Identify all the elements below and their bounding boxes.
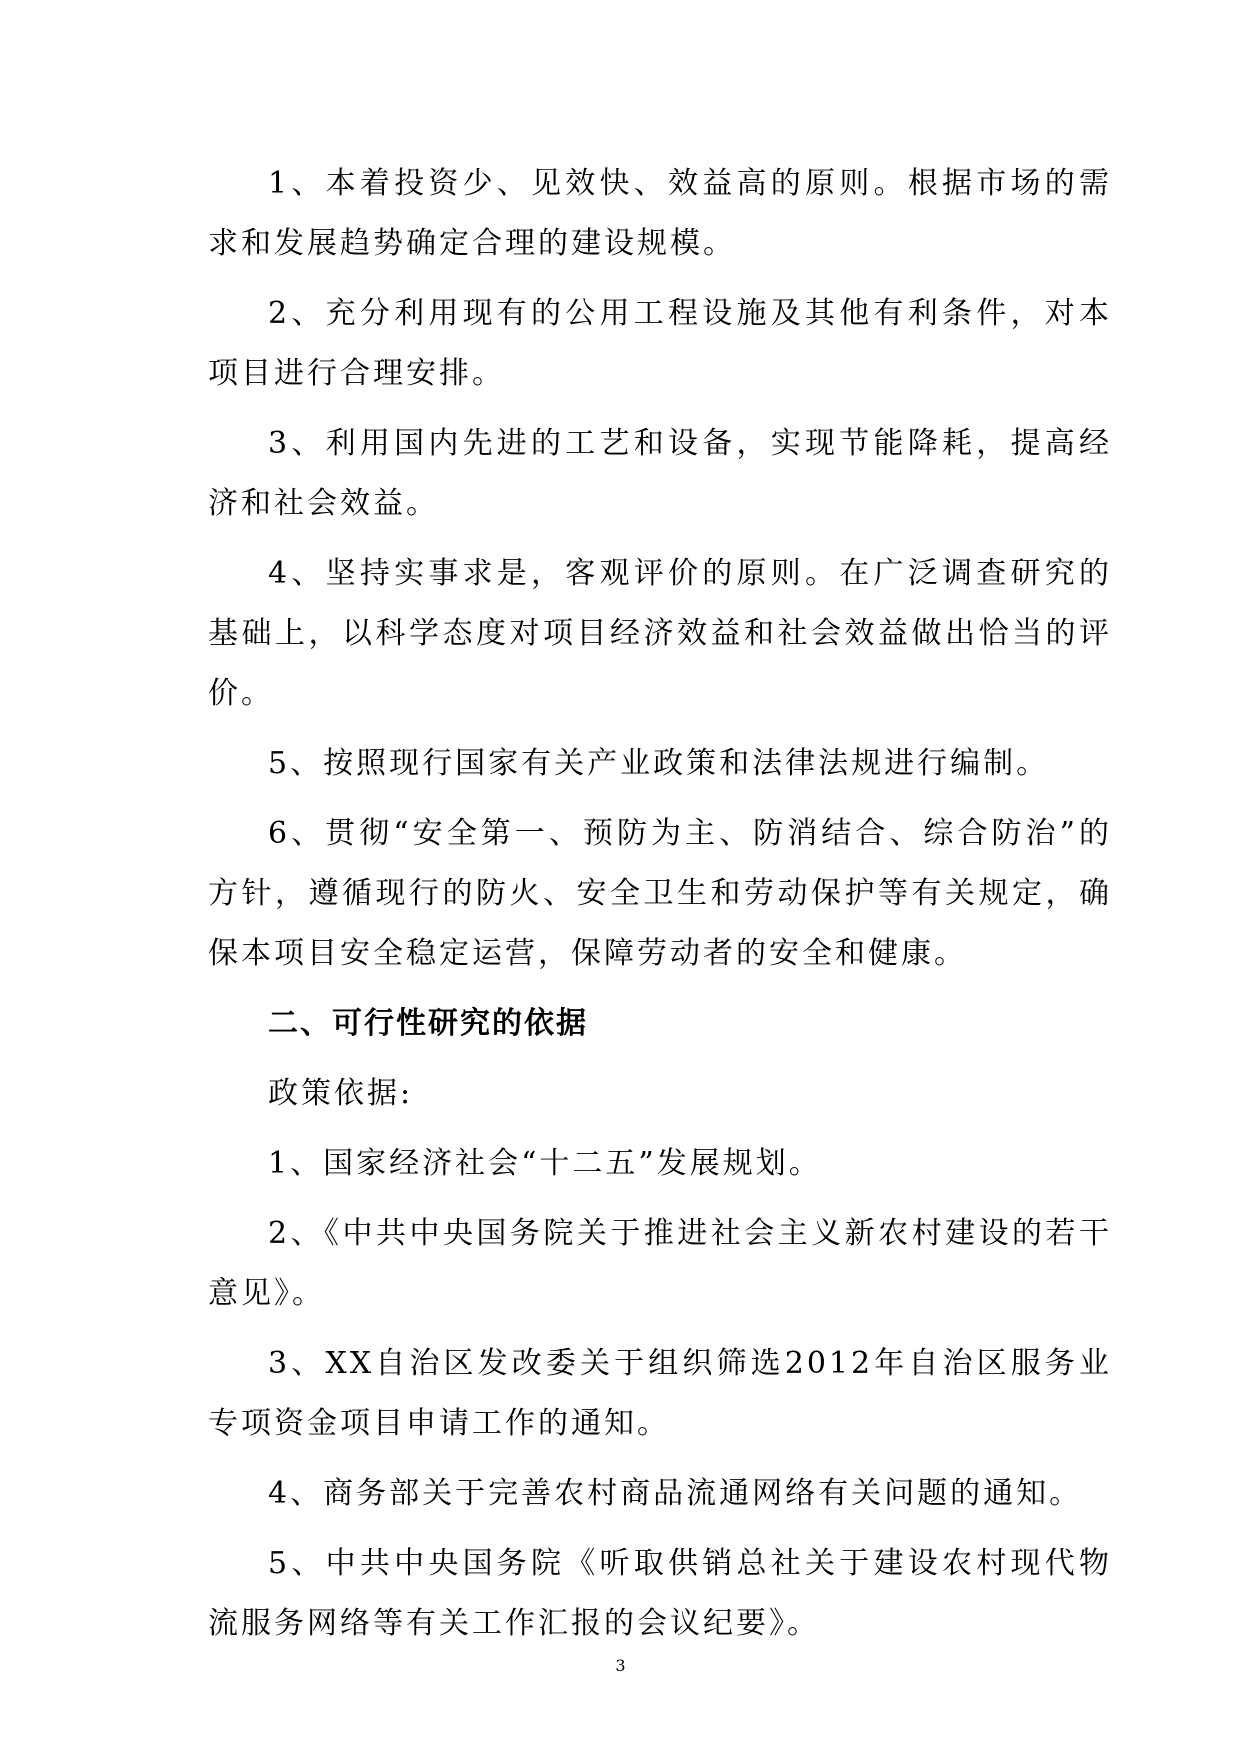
section-heading: 二、可行性研究的依据: [268, 1006, 588, 1041]
policy-label: 政策依据:: [268, 1076, 414, 1111]
policy-item-1: 1、国家经济社会“十二五”发展规划。: [268, 1146, 822, 1181]
principle-paragraph-1: 1、本着投资少、见效快、效益高的原则。根据市场的需求和发展趋势确定合理的建设规模。: [208, 166, 1112, 261]
principle-paragraph-2: 2、充分利用现有的公用工程设施及其他有利条件，对本项目进行合理安排。: [208, 296, 1112, 391]
policy-item-2: 2、《中共中央国务院关于推进社会主义新农村建设的若干意见》。: [208, 1216, 1112, 1311]
document-body: [208, 154, 1112, 1664]
policy-item-4: 4、商务部关于完善农村商品流通网络有关问题的通知。: [268, 1476, 1083, 1511]
principle-paragraph-6: 6、贯彻“安全第一、预防为主、防消结合、综合防治”的方针，遵循现行的防火、安全卫生和劳动保护等有关规定，确保本项目安全稳定运营，保障劳动者的安全和健康。: [208, 816, 1112, 971]
principle-paragraph-5: 5、按照现行国家有关产业政策和法律法规进行编制。: [268, 746, 1050, 781]
principle-paragraph-4: 4、坚持实事求是，客观评价的原则。在广泛调查研究的基础上，以科学态度对项目经济效益和社会效益做出恰当的评价。: [208, 556, 1112, 711]
page-number: 3: [615, 1656, 626, 1675]
policy-item-5: 5、中共中央国务院《听取供销总社关于建设农村现代物流服务网络等有关工作汇报的会议纪要》。: [208, 1546, 1112, 1641]
principle-paragraph-3: 3、利用国内先进的工艺和设备，实现节能降耗，提高经济和社会效益。: [208, 426, 1112, 521]
policy-item-3: 3、XX自治区发改委关于组织筛选2012年自治区服务业专项资金项目申请工作的通知。: [208, 1346, 1112, 1441]
